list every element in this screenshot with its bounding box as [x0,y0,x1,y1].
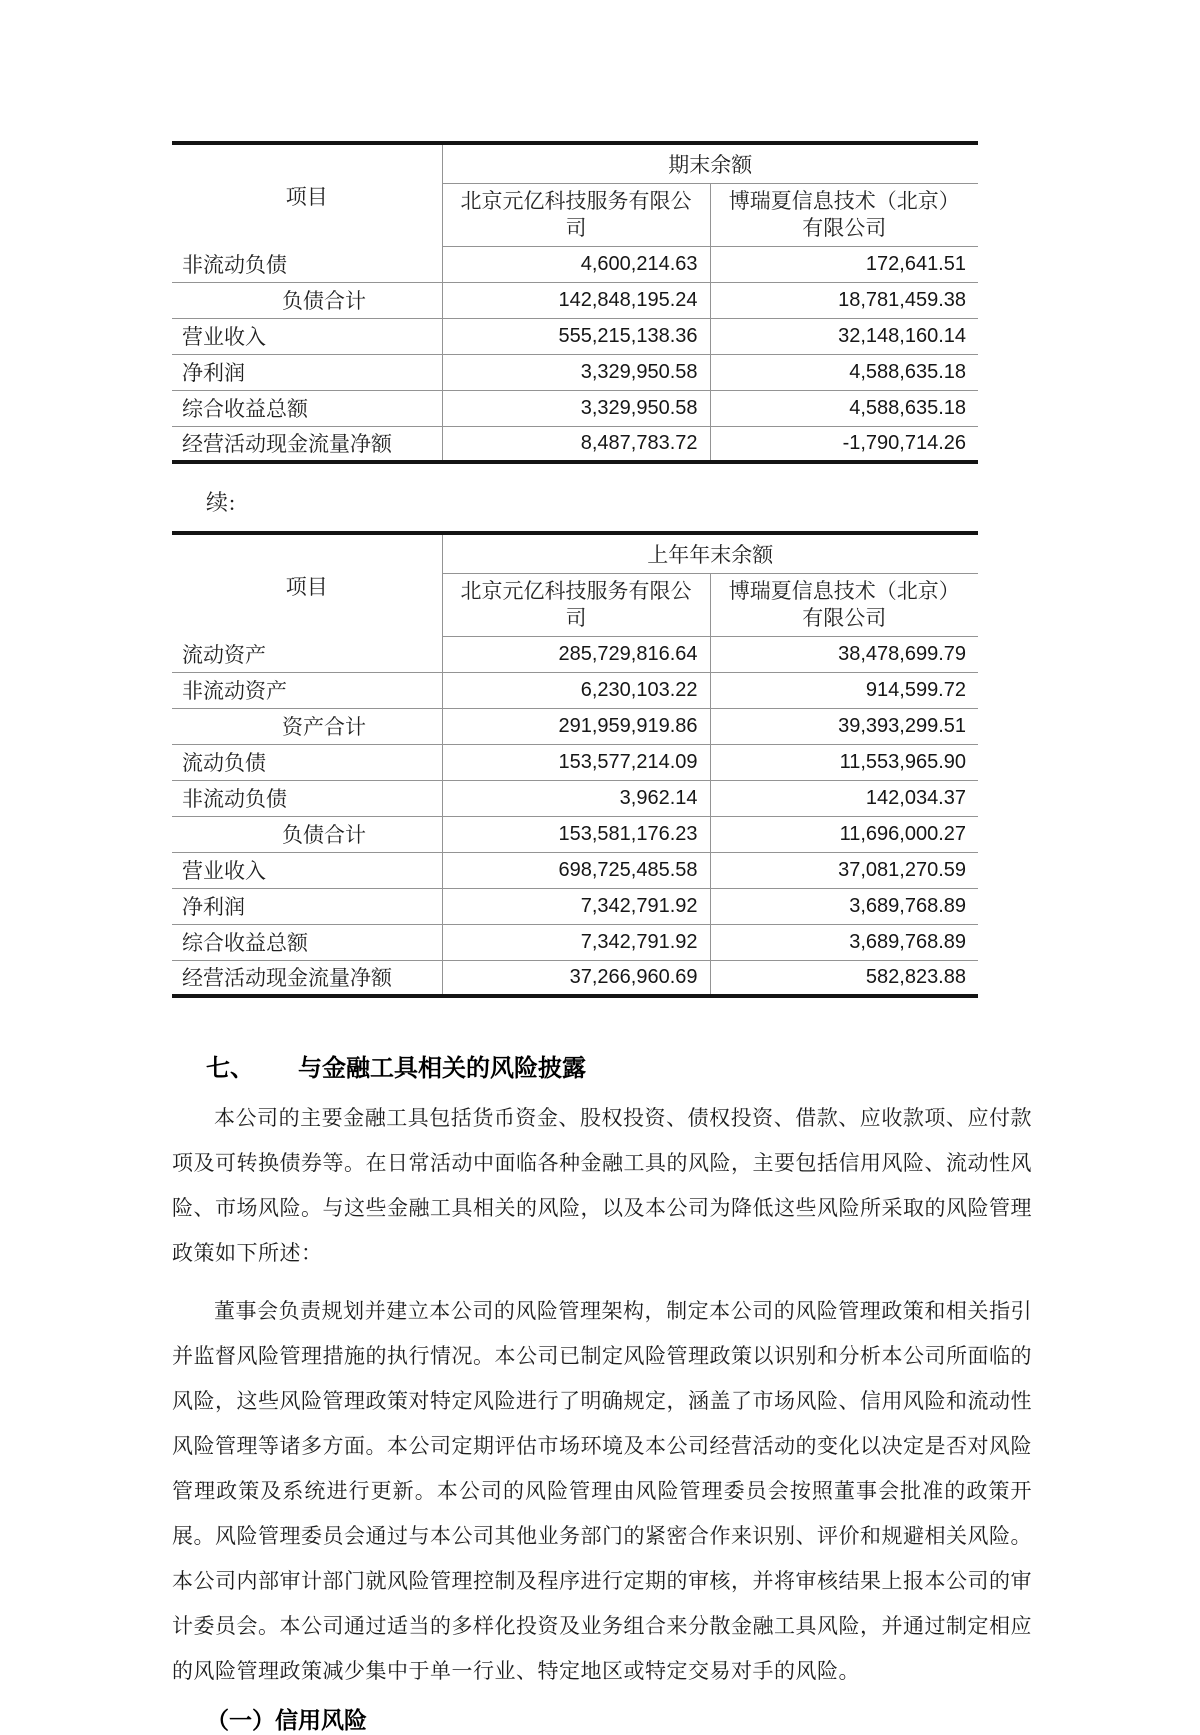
row-value-company-2: 142,034.37 [710,780,978,816]
table-row [172,924,978,960]
row-value-company-1: 37,266,960.69 [442,960,710,996]
row-value-company-1: 8,487,783.72 [442,426,710,462]
row-label: 营业收入 [172,852,442,888]
row-value-company-1: 291,959,919.86 [442,708,710,744]
row-value-company-2: 37,081,270.59 [710,852,978,888]
row-value-company-2: 172,641.51 [710,246,978,282]
table-row [172,888,978,924]
prior-year-balance-table [172,531,978,998]
row-label: 综合收益总额 [172,390,442,426]
row-value-company-2: 11,696,000.27 [710,816,978,852]
row-value-company-1: 3,329,950.58 [442,354,710,390]
table-row [172,708,978,744]
column-header-company-2: 博瑞夏信息技术（北京）有限公司 [710,573,978,636]
table-row [172,282,978,318]
paragraph-financial-instruments: 本公司的主要金融工具包括货币资金、股权投资、债权投资、借款、应收款项、应付款项及可转换债券等。在日常活动中面临各种金融工具的风险，主要包括信用风险、流动性风险、市场风险。与这些金融工具相关的风险，以及本公司为降低这些风险所采取的风险管理政策如下所述： [172,1106,1032,1265]
section-heading [206,1048,1032,1083]
row-value-company-1: 153,581,176.23 [442,816,710,852]
row-value-company-2: 39,393,299.51 [710,708,978,744]
row-label: 营业收入 [172,318,442,354]
continuation-label: 续: [206,490,237,515]
row-value-company-2: -1,790,714.26 [842,431,966,454]
table-body [172,636,978,996]
row-value-company-1: 555,215,138.36 [442,318,710,354]
row-value-company-2: 4,588,635.18 [710,390,978,426]
row-value-company-2: 38,478,699.79 [710,636,978,672]
column-header-item: 项目 [172,143,442,246]
table-header [172,533,978,636]
section-number: 七、 [206,1055,254,1082]
subsection-heading-credit-risk: （一）信用风险 [206,1707,367,1733]
table-header [172,143,978,246]
row-label: 经营活动现金流量净额 [172,960,442,996]
row-value-company-2: 582,823.88 [865,965,966,988]
table-row [172,960,978,996]
row-label: 经营活动现金流量净额 [172,426,442,462]
row-label: 非流动资产 [172,672,442,708]
table-row [172,816,978,852]
row-label: 净利润 [172,354,442,390]
period-end-balance-table [172,141,978,464]
row-label: 非流动负债 [172,780,442,816]
table-row [172,318,978,354]
section-title: 与金融工具相关的风险披露 [298,1055,586,1082]
table-row [172,636,978,672]
row-value-company-1: 153,577,214.09 [442,744,710,780]
row-label: 综合收益总额 [172,924,442,960]
row-label: 非流动负债 [172,246,442,282]
table-row [172,852,978,888]
row-value-company-1: 285,729,816.64 [442,636,710,672]
column-header-company-2: 博瑞夏信息技术（北京）有限公司 [710,183,978,246]
table-row [172,780,978,816]
table-row [172,390,978,426]
row-value-company-2: 3,689,768.89 [710,924,978,960]
column-header-company-1: 北京元亿科技服务有限公司 [442,183,710,246]
row-value-company-1: 4,600,214.63 [442,246,710,282]
table-row [172,246,978,282]
row-value-company-2: 3,689,768.89 [710,888,978,924]
table-row [172,672,978,708]
row-label: 负债合计 [172,816,442,852]
row-value-company-1: 698,725,485.58 [442,852,710,888]
row-value-company-1: 3,329,950.58 [442,390,710,426]
column-header-item: 项目 [172,533,442,636]
row-value-company-1: 3,962.14 [442,780,710,816]
row-value-company-1: 6,230,103.22 [442,672,710,708]
row-label: 负债合计 [172,282,442,318]
row-value-company-2: 11,553,965.90 [710,744,978,780]
row-label: 资产合计 [172,708,442,744]
column-group-header: 期末余额 [442,143,978,183]
column-group-header: 上年年末余额 [442,533,978,573]
row-value-company-1: 142,848,195.24 [442,282,710,318]
column-header-company-1: 北京元亿科技服务有限公司 [442,573,710,636]
row-value-company-1: 7,342,791.92 [442,924,710,960]
table-row [172,744,978,780]
table-body [172,246,978,462]
paragraph-risk-management: 董事会负责规划并建立本公司的风险管理架构，制定本公司的风险管理政策和相关指引并监督风险管理措施的执行情况。本公司已制定风险管理政策以识别和分析本公司所面临的风险，这些风险管理政策对特定风险进行了明确规定，涵盖了市场风险、信用风险和流动性风险管理等诸多方面。本公司定期评估市场环境及本公司经营活动的变化以决定是否对风险管理政策及系统进行更新。本公司的风险管理由风险管理委员会按照董事会批准的政策开展。风险管理委员会通过与本公司其他业务部门的紧密合作来识别、评价和规避相关风险。本公司内部审计部门就风险管理控制及程序进行定期的审核，并将审核结果上报本公司的审计委员会。本公司通过适当的多样化投资及业务组合来分散金融工具风险，并通过制定相应的风险管理政策减少集中于单一行业、特定地区或特定交易对手的风险。 [172,1299,1032,1683]
row-value-company-1: 7,342,791.92 [442,888,710,924]
table-row [172,426,978,462]
table-row [172,354,978,390]
row-value-company-2: 914,599.72 [710,672,978,708]
row-label: 流动负债 [172,744,442,780]
row-value-company-2: 32,148,160.14 [710,318,978,354]
row-value-company-2: 4,588,635.18 [710,354,978,390]
row-label: 净利润 [172,888,442,924]
row-value-company-2: 18,781,459.38 [710,282,978,318]
row-label: 流动资产 [172,636,442,672]
